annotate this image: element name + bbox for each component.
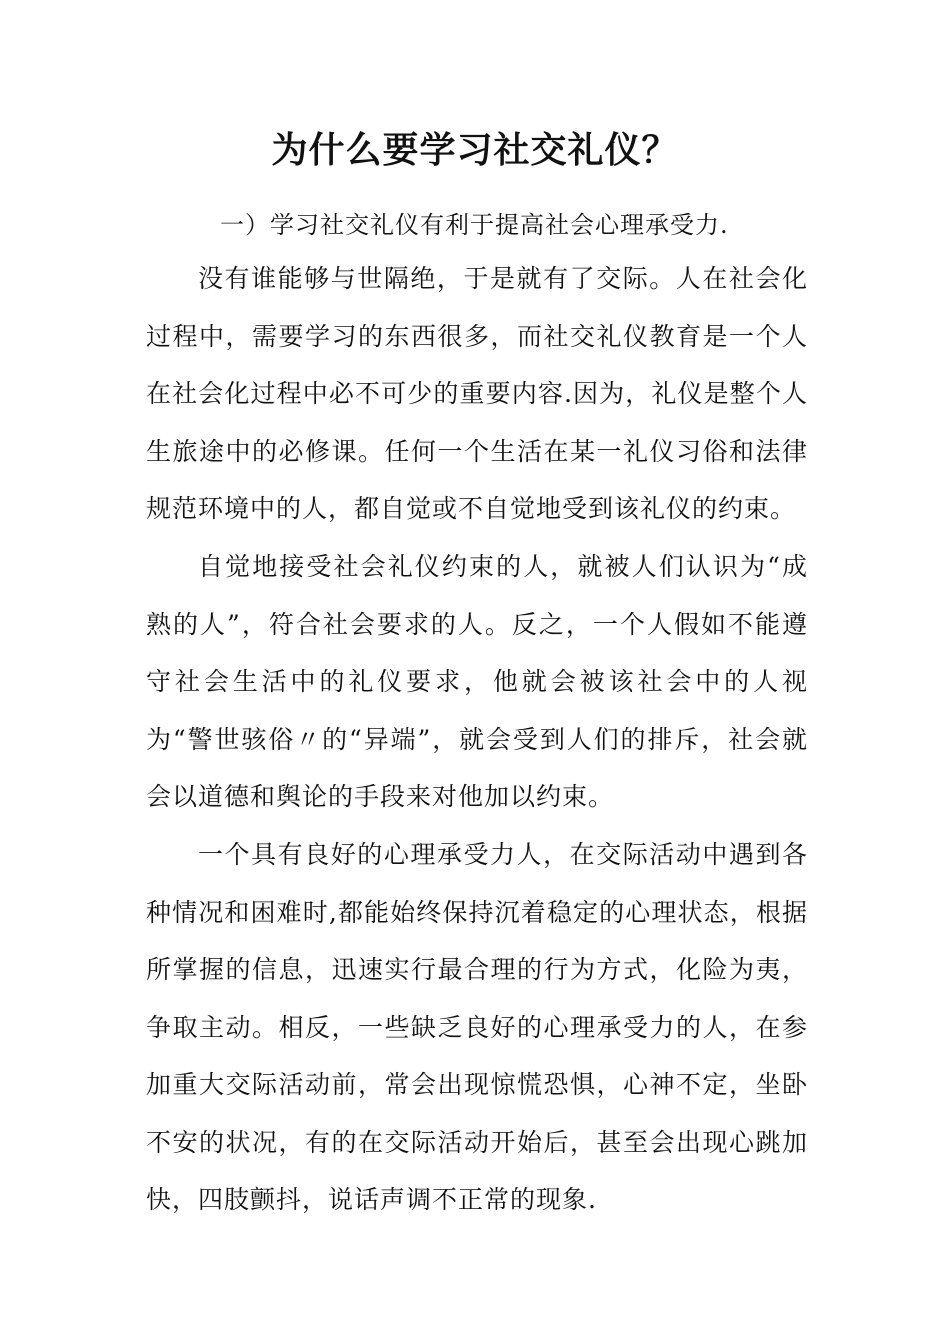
body-paragraph-1: 没有谁能够与世隔绝，于是就有了交际。人在社会化过程中，需要学习的东西很多，而社交礼仪教育是一个人在社会化过程中必不可少的重要内容.因为，礼仪是整个人生旅途中的必修课。任何一个生活在某一礼仪习俗和法律规范环境中的人，都自觉或不自觉地受到该礼仪的约束。 xyxy=(146,264,808,523)
body-paragraph-2: 自觉地接受社会礼仪约束的人，就被人们认识为“成熟的人”，符合社会要求的人。反之，一个人假如不能遵守社会生活中的礼仪要求，他就会被该社会中的人视为“警世骇俗〃的“异端”，就会受到人们的排斥，社会就会以道德和舆论的手段来对他加以约束。 xyxy=(146,552,808,811)
section-heading: 一）学习社交礼仪有利于提高社会心理承受力. xyxy=(220,211,729,239)
body-paragraph-3: 一个具有良好的心理承受力人，在交际活动中遇到各种情况和困难时,都能始终保持沉着稳定的心理状态，根据所掌握的信息，迅速实行最合理的行为方式，化险为夷，争取主动。相反，一些缺乏良好的心理承受力的人，在参加重大交际活动前，常会出现惊慌恐惧，心神不定，坐卧不安的状况，有的在交际活动开始后，甚至会出现心跳加快，四肢颤抖，说话声调不正常的现象. xyxy=(146,840,808,1214)
page-title: 为什么要学习社交礼仪？ xyxy=(271,130,679,171)
